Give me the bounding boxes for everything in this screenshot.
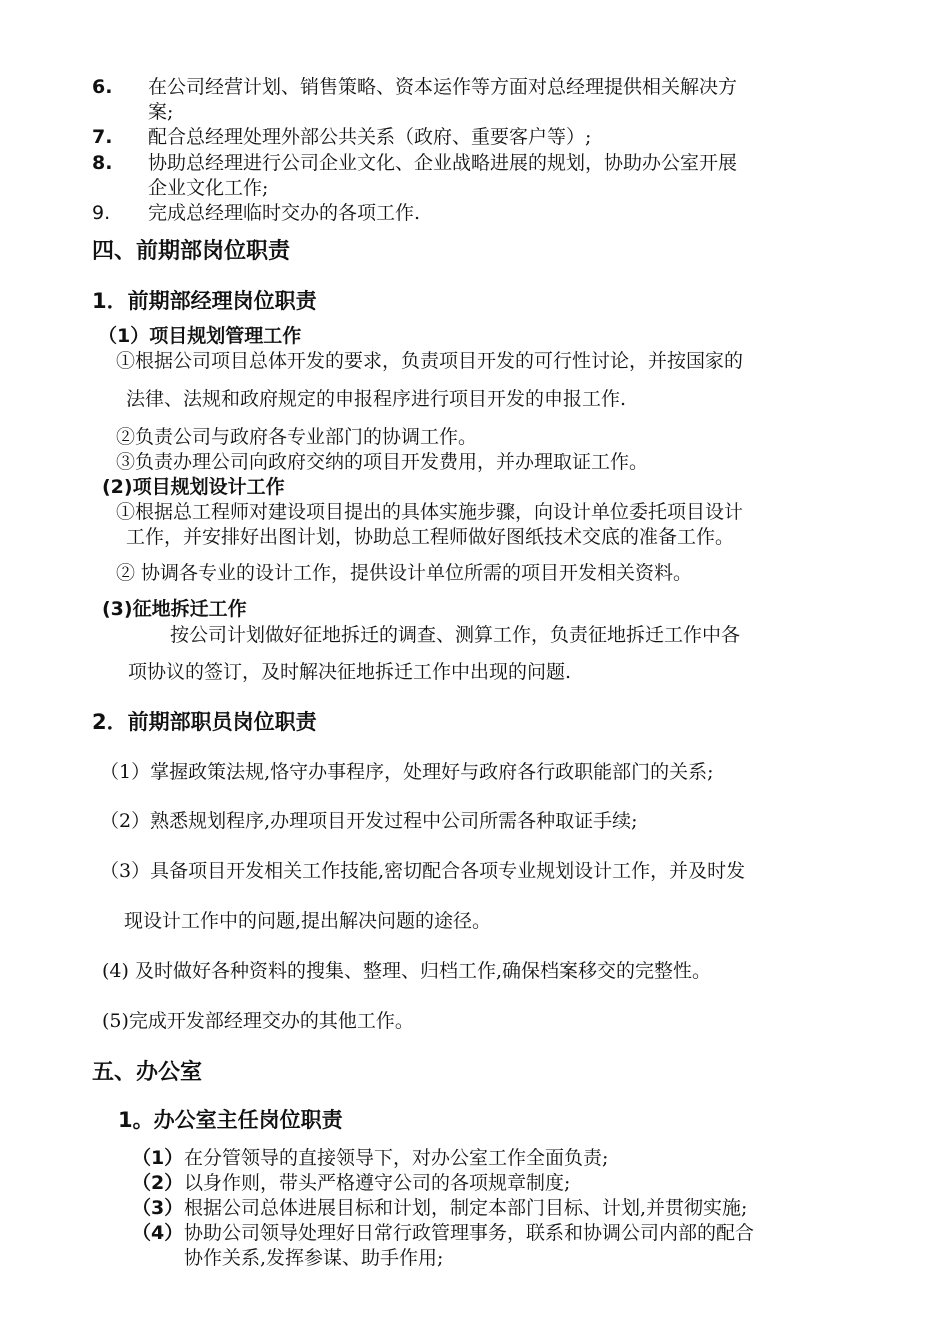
list-item-text: 企业文化工作;	[148, 177, 269, 199]
item-number: 9.	[92, 202, 111, 224]
list-item-text: ② 协调各专业的设计工作，提供设计单位所需的项目开发相关资料。	[116, 562, 693, 584]
list-item-text: 案;	[148, 101, 174, 123]
paragraph-title: （1）项目规划管理工作	[98, 325, 302, 347]
section-title: 四、前期部岗位职责	[92, 239, 291, 264]
paragraph-title: (2)项目规划设计工作	[102, 476, 285, 498]
subsection-title: 1．前期部经理岗位职责	[92, 289, 317, 313]
list-item-text: 完成总经理临时交办的各项工作.	[148, 202, 421, 224]
item-number: （3）	[132, 1197, 184, 1219]
list-item-text: (5)完成开发部经理交办的其他工作。	[102, 1010, 414, 1032]
list-item-text: 法律、法规和政府规定的申报程序进行项目开发的申报工作.	[126, 388, 627, 410]
list-item-text: 协作关系,发挥参谋、助手作用;	[184, 1247, 444, 1269]
list-item-text: ①根据公司项目总体开发的要求，负责项目开发的可行性讨论，并按国家的	[116, 350, 744, 372]
paragraph-text: 按公司计划做好征地拆迁的调查、测算工作，负责征地拆迁工作中各	[170, 624, 741, 646]
list-item-text: 协助公司领导处理好日常行政管理事务，联系和协调公司内部的配合	[184, 1222, 755, 1244]
list-item-text: （3）具备项目开发相关工作技能,密切配合各项专业规划设计工作，并及时发	[100, 860, 746, 882]
list-item-text: （2）熟悉规划程序,办理项目开发过程中公司所需各种取证手续;	[100, 810, 638, 832]
item-number: 6.	[92, 76, 113, 98]
list-item-text: 工作，并安排好出图计划，协助总工程师做好图纸技术交底的准备工作。	[126, 526, 735, 548]
item-number: （4）	[132, 1222, 184, 1244]
list-item-text: 配合总经理处理外部公共关系（政府、重要客户等）;	[148, 126, 592, 148]
list-item-text: (4) 及时做好各种资料的搜集、整理、归档工作,确保档案移交的完整性。	[102, 960, 711, 982]
list-item-text: 在公司经营计划、销售策略、资本运作等方面对总经理提供相关解决方	[148, 76, 738, 98]
list-item-text: 现设计工作中的问题,提出解决问题的途径。	[124, 910, 492, 932]
list-item-text: 以身作则，带头严格遵守公司的各项规章制度;	[184, 1172, 571, 1194]
paragraph-text: 项协议的签订，及时解决征地拆迁工作中出现的问题.	[128, 661, 572, 683]
paragraph-title: (3)征地拆迁工作	[102, 598, 247, 620]
item-number: 7.	[92, 126, 113, 148]
list-item-text: 协助总经理进行公司企业文化、企业战略进展的规划，协助办公室开展	[148, 152, 738, 174]
list-item-text: ②负责公司与政府各专业部门的协调工作。	[116, 426, 478, 448]
section-title: 五、办公室	[92, 1060, 203, 1085]
list-item-text: ③负责办理公司向政府交纳的项目开发费用，并办理取证工作。	[116, 451, 649, 473]
item-number: 8.	[92, 152, 113, 174]
list-item-text: ①根据总工程师对建设项目提出的具体实施步骤，向设计单位委托项目设计	[116, 501, 744, 523]
item-number: （1）	[132, 1147, 184, 1169]
list-item-text: 在分管领导的直接领导下，对办公室工作全面负责;	[184, 1147, 609, 1169]
subsection-title: 1。办公室主任岗位职责	[118, 1108, 343, 1132]
list-item-text: 根据公司总体进展目标和计划，制定本部门目标、计划,并贯彻实施;	[184, 1197, 748, 1219]
item-number: （2）	[132, 1172, 184, 1194]
list-item-text: （1）掌握政策法规,恪守办事程序，处理好与政府各行政职能部门的关系;	[100, 761, 714, 783]
subsection-title: 2．前期部职员岗位职责	[92, 710, 317, 734]
